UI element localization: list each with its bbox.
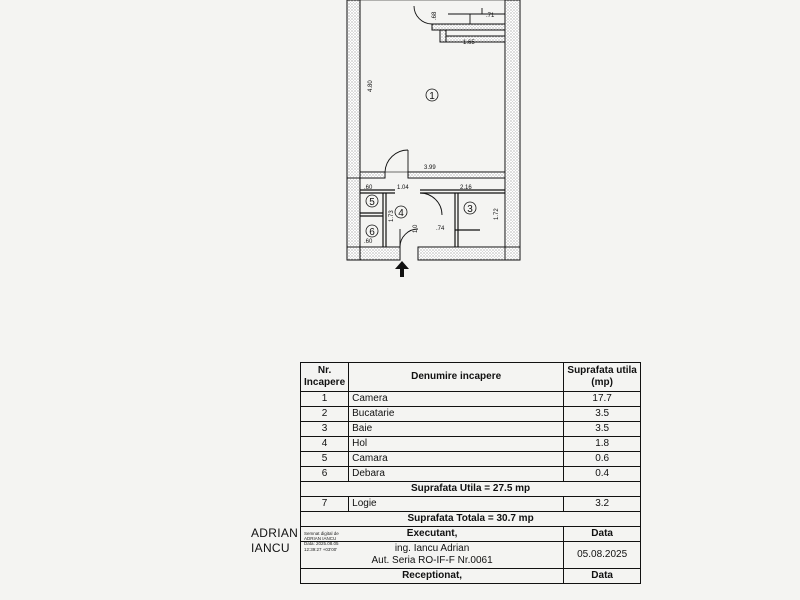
row-area: 0.6 <box>564 452 641 467</box>
dim-074: .74 <box>436 226 445 232</box>
suprafata-utila-row <box>301 482 641 497</box>
dim-071: .71 <box>486 13 495 19</box>
row-nr: 5 <box>301 452 349 467</box>
dim-173: 1.73 <box>389 210 395 222</box>
dim-165: 1.65 <box>463 40 475 46</box>
table-row <box>301 452 641 467</box>
row-name: Baie <box>349 422 564 437</box>
digital-signature-name <box>251 526 298 556</box>
dim-10: 1.0 <box>413 224 419 233</box>
svg-text:4: 4 <box>398 208 404 219</box>
row-name: Logie <box>349 497 564 512</box>
header-name: Denumire incapere <box>349 363 564 392</box>
row-nr: 3 <box>301 422 349 437</box>
row-area: 3.5 <box>564 422 641 437</box>
suprafata-totala-total: Suprafata Totala = 30.7 mp <box>301 512 641 527</box>
executant-date: 05.08.2025 <box>564 542 641 569</box>
row-area: 17.7 <box>564 392 641 407</box>
row-nr: 2 <box>301 407 349 422</box>
receptionat-label: Receptionat, <box>301 569 564 584</box>
row-nr: 6 <box>301 467 349 482</box>
row-name: Camara <box>349 452 564 467</box>
row-nr: 1 <box>301 392 349 407</box>
suprafata-totala-row <box>301 512 641 527</box>
header-nr: Nr. Incapere <box>301 363 349 392</box>
room-label-6 <box>366 225 378 238</box>
row-name: Camera <box>349 392 564 407</box>
header-area: Suprafata utila (mp) <box>564 363 641 392</box>
svg-text:6: 6 <box>369 227 375 238</box>
digital-signature-details <box>304 531 354 552</box>
row-nr: 4 <box>301 437 349 452</box>
signature-line-1: ADRIAN <box>251 526 299 540</box>
outer-walls <box>347 0 520 260</box>
table-row <box>301 497 641 512</box>
room-label-1 <box>426 89 438 102</box>
data-label: Data <box>564 527 641 542</box>
data-label-2: Data <box>564 569 641 584</box>
room-label-4 <box>395 206 407 219</box>
entrance-arrow-icon <box>395 261 409 282</box>
row-name: Hol <box>349 437 564 452</box>
row-area: 3.2 <box>564 497 641 512</box>
executant-authorization: Aut. Seria RO-IF-F Nr.0061 <box>371 555 493 566</box>
svg-text:5: 5 <box>369 197 375 208</box>
signature-line-2: IANCU <box>251 541 290 555</box>
dim-480: 4.80 <box>368 80 374 92</box>
table-row <box>301 407 641 422</box>
row-area: 3.5 <box>564 407 641 422</box>
row-nr: 7 <box>301 497 349 512</box>
signature-detail-4: 12:39:27 +03'00' <box>304 546 338 552</box>
suprafata-utila-total: Suprafata Utila = 27.5 mp <box>301 482 641 497</box>
receptionat-header-row <box>301 569 641 584</box>
room-label-5 <box>366 195 378 208</box>
table-row <box>301 392 641 407</box>
dim-104: 1.04 <box>397 185 409 191</box>
table-row <box>301 422 641 437</box>
dim-060a: .60 <box>364 185 373 191</box>
row-name: Bucatarie <box>349 407 564 422</box>
executant-label: Executant, <box>301 527 564 542</box>
table-row <box>301 437 641 452</box>
row-name: Debara <box>349 467 564 482</box>
dim-399: 3.99 <box>424 165 436 171</box>
signature-detail-3: Data: 2025.08.05 <box>304 541 339 547</box>
row-area: 0.4 <box>564 467 641 482</box>
dim-216: 2.16 <box>460 185 472 191</box>
dim-068: .68 <box>432 11 438 20</box>
executant-name: ing. Iancu Adrian <box>394 543 470 554</box>
dim-060b: .60 <box>364 239 373 245</box>
svg-text:1: 1 <box>429 91 435 102</box>
signature-detail-2: ADRIAN IANCU <box>304 536 337 542</box>
table-row <box>301 467 641 482</box>
table-header-row <box>301 363 641 392</box>
signature-detail-1: Semnat digital de <box>304 531 339 536</box>
row-area: 1.8 <box>564 437 641 452</box>
room-label-3 <box>464 202 476 215</box>
dim-172: 1.72 <box>494 208 500 220</box>
svg-text:3: 3 <box>467 204 473 215</box>
